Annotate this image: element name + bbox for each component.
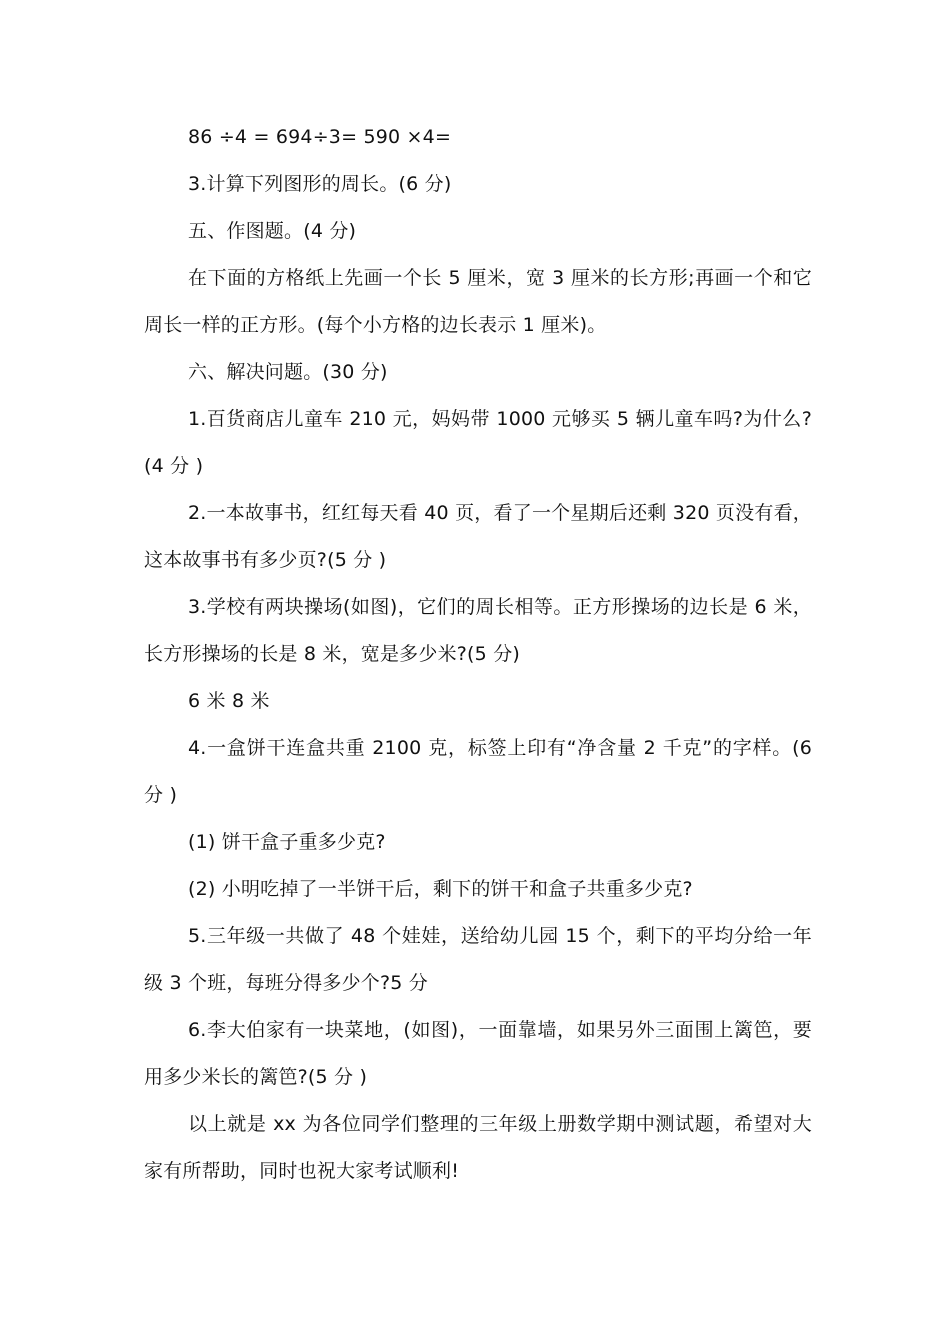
paragraph-drawing-instructions: 在下面的方格纸上先画一个长 5 厘米，宽 3 厘米的长方形;再画一个和它周长一样的正方形。(每个小方格的边长表示 1 厘米)。 [144, 267, 812, 336]
problem-2: 2.一本故事书，红红每天看 40 页，看了一个星期后还剩 320 页没有看，这本故事书有多少页?(5 分 ) [144, 502, 812, 571]
problem-4-part-1: (1) 饼干盒子重多少克? [188, 831, 386, 853]
document-body [144, 114, 812, 1195]
problem-3: 3.学校有两块操场(如图)，它们的周长相等。正方形操场的边长是 6 米，长方形操场的长是 8 米，宽是多少米?(5 分) [144, 596, 812, 665]
problem-1: 1.百货商店儿童车 210 元，妈妈带 1000 元够买 5 辆儿童车吗?为什么?(4 分 ) [144, 408, 812, 477]
figure-label-dimensions: 6 米 8 米 [188, 690, 270, 712]
problem-5: 5.三年级一共做了 48 个娃娃，送给幼儿园 15 个，剩下的平均分给一年级 3 个班，每班分得多少个?5 分 [144, 925, 812, 994]
section-heading-problems: 六、解决问题。(30 分) [188, 361, 388, 383]
section-heading-drawing: 五、作图题。(4 分) [188, 220, 357, 242]
problem-4: 4.一盒饼干连盒共重 2100 克，标签上印有“净含量 2 千克”的字样。(6 分 ) [144, 737, 812, 806]
problem-4-part-2: (2) 小明吃掉了一半饼干后，剩下的饼干和盒子共重多少克? [188, 878, 693, 900]
closing-remarks: 以上就是 xx 为各位同学们整理的三年级上册数学期中测试题，希望对大家有所帮助，同时也祝大家考试顺利! [144, 1113, 812, 1182]
paragraph-perimeter-question: 3.计算下列图形的周长。(6 分) [188, 173, 452, 195]
problem-6: 6.李大伯家有一块菜地，(如图)，一面靠墙，如果另外三面围上篱笆，要用多少米长的篱笆?(5 分 ) [144, 1019, 812, 1088]
paragraph-division-equations: 86 ÷4 = 694÷3= 590 ×4= [188, 126, 452, 148]
